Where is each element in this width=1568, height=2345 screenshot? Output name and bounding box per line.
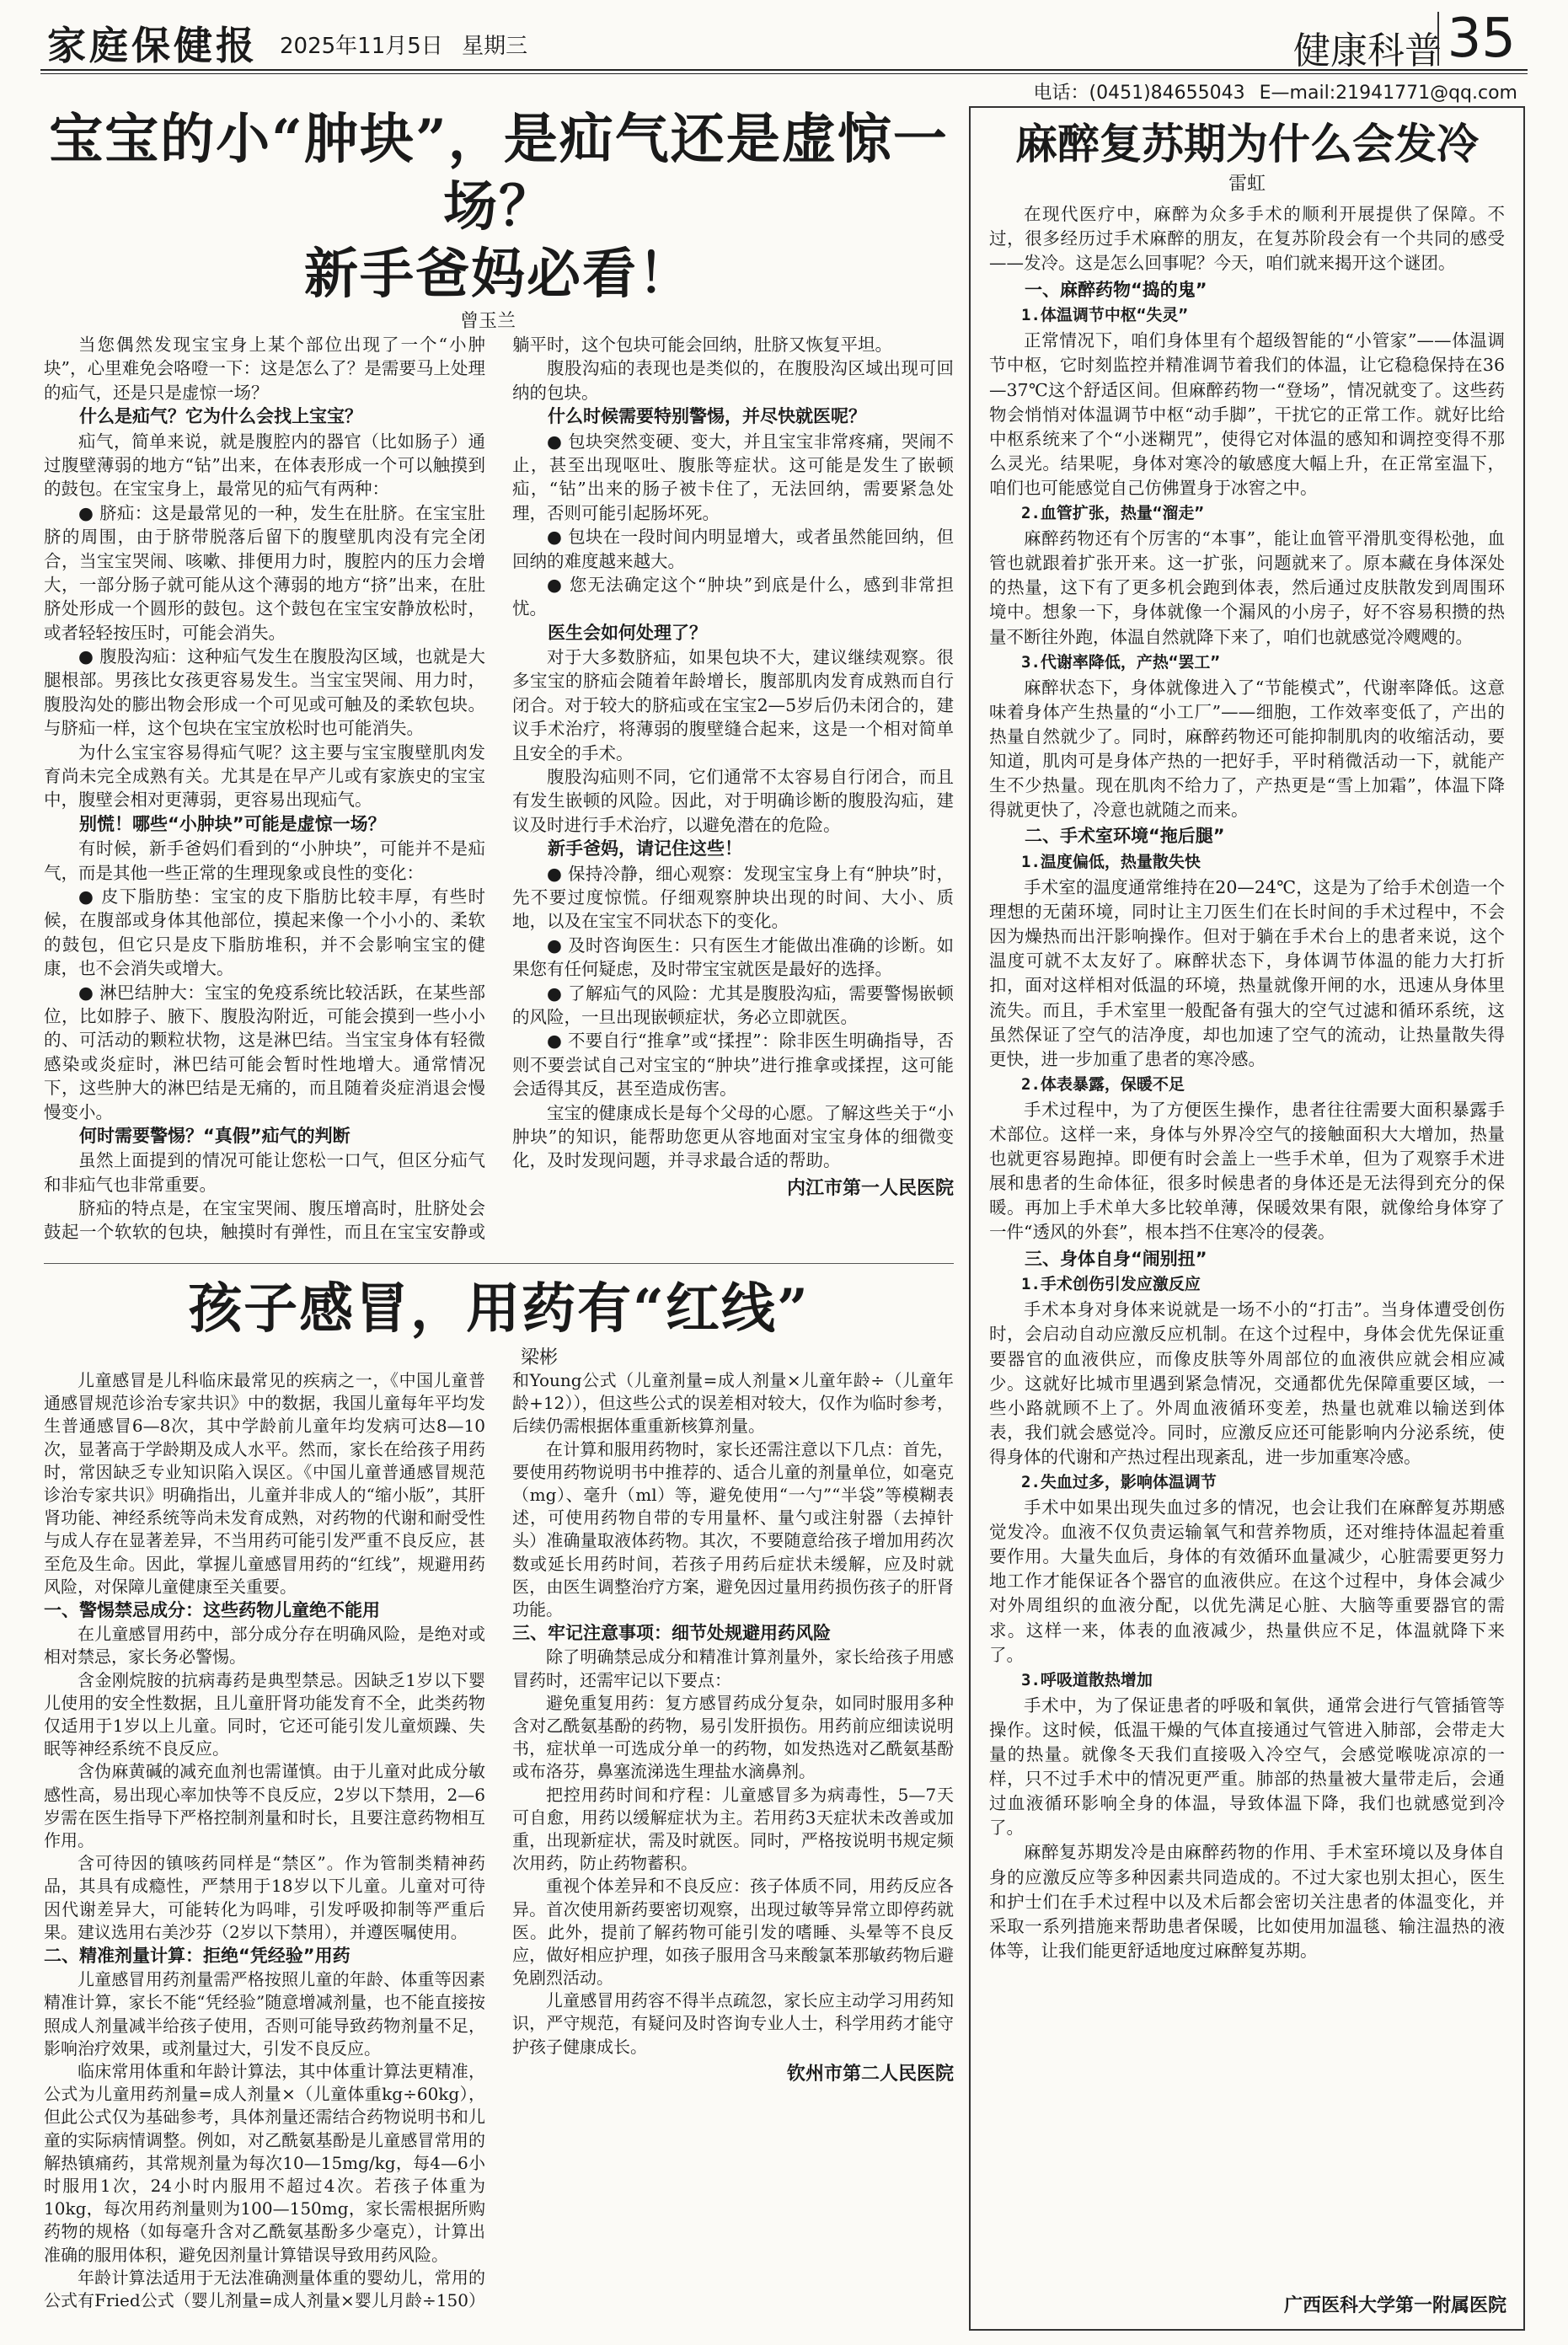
paragraph: 腹股沟疝则不同，它们通常不太容易自行闭合，而且有发生嵌顿的风险。因此，对于明确诊断的腹股沟疝，建议及时进行手术治疗，以避免潜在的危险。 <box>512 767 954 835</box>
paragraph: 儿童感冒用药剂量需严格按照儿童的年龄、体重等因素精准计算，家长不能“凭经验”随意增减剂量，也不能直接按照成人剂量减半给孩子使用，否则可能导致药物剂量不足，影响治疗效果，或剂量过大，引发不良反应。 <box>44 1969 485 2059</box>
subheading: 医生会如何处理了？ <box>548 622 707 643</box>
bullet-item: ● 您无法确定这个“肿块”到底是什么，感到非常担忧。 <box>512 574 954 619</box>
issue-date <box>280 29 527 60</box>
weekday-text: 星期三 <box>462 34 528 59</box>
paragraph: 麻醉药物还有个厉害的“本事”，能让血管平滑肌变得松弛，血管也就跟着扩张开来。这一扩张，问题就来了。原本藏在身体深处的热量，这下有了更多机会跑到体表，然后通过皮肤散发到周围环境中。想象一下，身体就像一个漏风的小房子，好不容易积攒的热量不断往外跑，体温自然就降下来了，咱们也就感觉冷飕飕的。 <box>989 528 1505 647</box>
bullet-item: ● 脐疝：这是最常见的一种，发生在肚脐。在宝宝肚脐的周围，由于脐带脱落后留下的腹壁肌肉没有完全闭合，当宝宝哭闹、咳嗽、排便用力时，腹腔内的压力会增大，一部分肠子就可能从这个薄弱的地方“挤”出来，在肚脐处形成一个圆形的鼓包。这个鼓包在宝宝安静放松时，或者轻轻按压时，可能会消失。 <box>44 502 485 643</box>
subheading: 新手爸妈，请记住这些！ <box>548 838 742 859</box>
paragraph: 宝宝的健康成长是每个父母的心愿。了解这些关于“小肿块”的知识，能帮助您更从容地面对宝宝身体的细微变化，及时发现问题，并寻求最合适的帮助。 <box>512 1102 954 1171</box>
paragraph: 正常情况下，咱们身体里有个超级智能的“小管家”——体温调节中枢，它时刻监控并精准调节着我们的体温，让它稳稳保持在36—37℃这个舒适区间。但麻醉药物一“登场”，情况就变了。这些药物会悄悄对体温调节中枢“动手脚”，干扰它的正常工作。就好比给中枢系统来了个“小迷糊咒”，使得它对体温的感知和调控变得不那么灵光。结果呢，身体对寒冷的敏感度大幅上升，在正常室温下，咱们也可能感觉自己仿佛置身于冰窖之中。 <box>989 330 1505 498</box>
paragraph: 重视个体差异和不良反应：孩子体质不同，用药反应各异。首次使用新药要密切观察，出现过敏等异常立即停药就医。此外，提前了解药物可能引发的嗜睡、头晕等不良反应，做好相应护理，如孩子服用含马来酸氯苯那敏药物后避免剧烈活动。 <box>512 1876 954 1989</box>
paragraph: 儿童感冒是儿科临床最常见的疾病之一，《中国儿童普通感冒规范诊治专家共识》中的数据，我国儿童每年平均发生普通感冒6—8次，其中学龄前儿童年均发病可达8—10次，显著高于学龄期及成人水平。然而，家长在给孩子用药时，常因缺乏专业知识陷入误区。《中国儿童普通感冒规范诊治专家共识》明确指出，儿童并非成人的“缩小版”，其肝肾功能、神经系统等尚未发育成熟，对药物的代谢和耐受性与成人存在显著差异，不当用药可能引发严重不良反应，甚至危及生命。因此，掌握儿童感冒用药的“红线”，规避用药风险，对保障儿童健康至关重要。 <box>44 1370 485 1597</box>
subheading: 一、警惕禁忌成分：这些药物儿童绝不能用 <box>44 1599 380 1620</box>
subheading: 什么时候需要特别警惕，并尽快就医呢？ <box>548 406 866 427</box>
bullet-item: ● 了解疝气的风险：尤其是腹股沟疝，需要警惕嵌顿的风险，一旦出现嵌顿症状，务必立即就医。 <box>512 982 954 1027</box>
contact-line <box>1034 78 1517 104</box>
article-body <box>44 333 954 1251</box>
boxed-article-anesthesia <box>969 106 1525 2331</box>
subheading: 二、精准剂量计算：拒绝“凭经验”用药 <box>44 1945 351 1966</box>
article-body <box>44 1369 954 2321</box>
masthead: 家庭保健报 <box>47 23 258 68</box>
bullet-item: ● 腹股沟疝：这种疝气发生在腹股沟区域，也就是大腿根部。男孩比女孩更容易发生。当宝宝哭闹、用力时，腹股沟处的膨出物会形成一个可见或可触及的柔软包块。与脐疝一样，这个包块在宝宝放松时也可能消失。 <box>44 646 485 739</box>
paragraph: 除了明确禁忌成分和精准计算剂量外，家长给孩子用感冒药时，还需牢记以下要点： <box>512 1646 954 1690</box>
minor-heading: 3.呼吸道散热增加 <box>1021 1670 1153 1689</box>
bullet-item: ● 及时咨询医生：只有医生才能做出准确的诊断。如果您有任何疑虑，及时带宝宝就医是最好的选择。 <box>512 934 954 980</box>
paragraph: 脐疝的特点是，在宝宝哭闹、腹压增高时，肚脐处会鼓起一个软软的包块，触摸时有弹性，而且在宝宝安静或躺平时，这个包块可能会回纳，肚脐又恢复平坦。 <box>44 335 892 1243</box>
minor-heading: 2.血管扩张，热量“溜走” <box>1021 504 1204 523</box>
subheading: 三、牢记注意事项：细节处规避用药风险 <box>512 1623 831 1644</box>
bullet-item: ● 不要自行“推拿”或“揉捏”：除非医生明确指导，否则不要尝试自己对宝宝的“肿块”进行推拿或揉捏，这可能会适得其反，甚至造成伤害。 <box>512 1031 954 1100</box>
paragraph: 把控用药时间和疗程：儿童感冒多为病毒性，5—7天可自愈，用药以缓解症状为主。若用药3天症状未改善或加重，出现新症状，需及时就医。同时，严格按说明书规定频次用药，防止药物蓄积。 <box>512 1784 954 1874</box>
email-text: E—mail:21941771@qq.com <box>1259 83 1517 104</box>
paragraph: 含伪麻黄碱的减充血剂也需谨慎。由于儿童对此成分敏感性高，易出现心率加快等不良反应，2岁以下禁用，2—6岁需在医生指导下严格控制剂量和时长，且要注意药物相互作用。 <box>44 1761 485 1850</box>
paragraph: 临床常用体重和年龄计算法，其中体重计算法更精准，公式为儿童用药剂量=成人剂量×（儿童体重kg÷60kg），但此公式仅为基础参考，具体剂量还需结合药物说明书和儿童的实际病情调整。例如，对乙酰氨基酚是儿童感冒常用的解热镇痛药，其常规剂量为每次10—15mg/kg，每4—6小时服用1次，24小时内服用不超过4次。若孩子体重为10kg，每次用药剂量则为100—150mg，家长需根据所购药物的规格（如每毫升含对乙酰氨基酚多少毫克），计算出准确的服用体积，避免因剂量计算错误导致用药风险。 <box>44 2061 485 2265</box>
article-author: 梁彬 <box>520 1347 558 1368</box>
page-number: 35 <box>1437 12 1516 66</box>
bullet-item: ● 保持冷静，细心观察：发现宝宝身上有“肿块”时，先不要过度惊慌。仔细观察肿块出现的时间、大小、质地，以及在宝宝不同状态下的变化。 <box>512 863 954 932</box>
bullet-item: ● 皮下脂肪垫：宝宝的皮下脂肪比较丰厚，有些时候，在腹部或身体其他部位，摸起来像一个小小的、柔软的鼓包，但它只是皮下脂肪堆积，并不会影响宝宝的健康，也不会消失或增大。 <box>44 886 485 979</box>
minor-heading: 2.体表暴露，保暖不足 <box>1021 1074 1185 1094</box>
article-title-line2: 新手爸妈必看！ <box>304 243 693 306</box>
header-rule <box>40 69 1528 71</box>
bullet-item: ● 包块在一段时间内明显增大，或者虽然能回纳，但回纳的难度越来越大。 <box>512 527 954 571</box>
minor-heading: 1.体温调节中枢“失灵” <box>1021 306 1188 325</box>
paragraph: 年龄计算法适用于无法准确测量体重的婴幼儿，常用的公式有Fried公式（婴儿剂量=成人剂量×婴儿月龄÷150）和Young公式（儿童剂量=成人剂量×儿童年龄÷（儿童年龄+12）），但这些公式的误差相对较大，仅作为临时参考，后续仍需根据体重重新核算剂量。 <box>44 1370 954 2310</box>
article-title: 宝宝的小“肿块”，是疝气还是虚惊一场？ <box>49 108 949 238</box>
article-author: 曾玉兰 <box>459 311 516 332</box>
paragraph: 麻醉状态下，身体就像进入了“节能模式”，代谢率降低。这意味着身体产生热量的“小工厂”——细胞，工作效率变低了，产出的热量自然就少了。同时，麻醉药物还可能抑制肌肉的收缩活动，要知道，肌肉可是身体产热的一把好手，平时稍微活动一下，就能产生不少热量。现在肌肉不给力了，产热更是“雪上加霜”，体温下降得就更快了，冷意也就随之而来。 <box>989 677 1505 821</box>
article-title: 孩子感冒，用药有“红线” <box>188 1277 810 1341</box>
bullet-item: ● 淋巴结肿大：宝宝的免疫系统比较活跃，在某些部位，比如脖子、腋下、腹股沟附近，可能会摸到一些小小的、可活动的颗粒状物，这是淋巴结。当宝宝身体有轻微感染或炎症时，淋巴结可能会暂时性地增大。通常情况下，这些肿大的淋巴结是无痛的，而且随着炎症消退会慢慢变小。 <box>44 982 485 1122</box>
minor-heading: 1.手术创伤引发应激反应 <box>1021 1275 1201 1294</box>
article-source: 广西医科大学第一附属医院 <box>1283 2295 1506 2316</box>
phone-text: 电话：(0451)84655043 <box>1033 83 1245 104</box>
paragraph: 含金刚烷胺的抗病毒药是典型禁忌。因缺乏1岁以下婴儿使用的安全性数据，且儿童肝肾功能发育不全，此类药物仅适用于1岁以上儿童。同时，它还可能引发儿童烦躁、失眠等神经系统不良反应。 <box>44 1669 485 1759</box>
paragraph: 手术过程中，为了方便医生操作，患者往往需要大面积暴露手术部位。这样一来，身体与外界冷空气的接触面积大大增加，热量也就更容易跑掉。即便有时会盖上一些手术单，但为了观察手术进展和患者的生命体征，很多时候患者的身体还是无法得到充分的保暖。再加上手术单大多比较单薄，保暖效果有限，就像给身体穿了一件“透风的外套”，根本挡不住寒冷的侵袭。 <box>989 1099 1505 1243</box>
paragraph: 手术中，为了保证患者的呼吸和氧供，通常会进行气管插管等操作。这时候，低温干燥的气体直接通过气管进入肺部，会带走大量的热量。就像冬天我们直接吸入冷空气，会感觉喉咙凉凉的一样，只不过手术中的情况更严重。肺部的热量被大量带走后，会通过血液循环影响全身的体温，导致体温下降，我们也就感觉到冷了。 <box>989 1695 1505 1839</box>
subheading: 什么是疝气？它为什么会找上宝宝？ <box>79 406 362 427</box>
paragraph: 儿童感冒用药容不得半点疏忽，家长应主动学习用药知识，严守规范，有疑问及时咨询专业人士，科学用药才能守护孩子健康成长。 <box>512 1990 954 2057</box>
paragraph: 虽然上面提到的情况可能让您松一口气，但区分疝气和非疝气也非常重要。 <box>44 1150 485 1195</box>
paragraph: 在现代医疗中，麻醉为众多手术的顺利开展提供了保障。不过，很多经历过手术麻醉的朋友，在复苏阶段会有一个共同的感受——发冷。这是怎么回事呢？今天，咱们就来揭开这个谜团。 <box>989 204 1505 274</box>
article-source: 钦州市第二人民医院 <box>786 2063 954 2085</box>
paragraph: 当您偶然发现宝宝身上某个部位出现了一个“小肿块”，心里难免会咯噔一下：这是怎么了？是需要马上处理的疝气，还是只是虚惊一场？ <box>44 335 485 403</box>
paragraph: 有时候，新手爸妈们看到的“小肿块”，可能并不是疝气，而是其他一些正常的生理现象或良性的变化： <box>44 838 485 883</box>
subheading: 一、麻醉药物“捣的鬼” <box>1025 279 1207 300</box>
article-author: 雷虹 <box>1228 174 1266 195</box>
subheading: 何时需要警惕？“真假”疝气的判断 <box>79 1125 351 1146</box>
article-body <box>971 108 1523 1972</box>
paragraph: 在儿童感冒用药中，部分成分存在明确风险，是绝对或相对禁忌，家长务必警惕。 <box>44 1624 485 1668</box>
minor-heading: 2.失血过多，影响体温调节 <box>1021 1473 1217 1492</box>
paragraph: 手术室的温度通常维持在20—24℃，这是为了给手术创造一个理想的无菌环境，同时让主刀医生们在长时间的手术过程中，不会因为燥热而出汗影响操作。但对于躺在手术台上的患者来说，这个温度可就不太友好了。麻醉状态下，身体调节体温的能力大打折扣，面对这样相对低温的环境，热量就像开闸的水，迅速从身体里流失。而且，手术室里一般配备有强大的空气过滤和循环系统，这虽然保证了空气的洁净度，却也加速了空气的流动，让热量散失得更快，进一步加重了患者的寒冷感。 <box>989 877 1505 1069</box>
minor-heading: 1.温度偏低，热量散失快 <box>1021 853 1201 872</box>
paragraph: 麻醉复苏期发冷是由麻醉药物的作用、手术室环境以及身体自身的应激反应等多种因素共同造成的。不过大家也别太担心，医生和护士们在手术过程中以及术后都会密切关注患者的体温变化，并采取一系列措施来帮助患者保暖，比如使用加温毯、输注温热的液体等，让我们能更舒适地度过麻醉复苏期。 <box>989 1842 1505 1961</box>
paragraph: 为什么宝宝容易得疝气呢？这主要与宝宝腹壁肌肉发育尚未完全成熟有关。尤其是在早产儿或有家族史的宝宝中，腹壁会相对更薄弱，更容易出现疝气。 <box>44 742 485 811</box>
paragraph: 含可待因的镇咳药同样是“禁区”。作为管制类精神药品，其具有成瘾性，严禁用于18岁以下儿童。儿童对可待因代谢差异大，可能转化为吗啡，引发呼吸抑制等严重后果。建议选用右美沙芬（2岁以下禁用），并遵医嘱使用。 <box>44 1853 485 1942</box>
paragraph: 手术本身对身体来说就是一场不小的“打击”。当身体遭受创伤时，会启动自动应激反应机制。在这个过程中，身体会优先保证重要器官的血液供应，而像皮肤等外周部位的血液供应就会相应减少。这就好比城市里遇到紧急情况，交通都优先保障重要区域，一些小路就顾不上了。外周血液循环变差，热量也就难以输送到体表，我们就会感觉冷。同时，应激反应还可能影响内分泌系统，使得身体的代谢和产热过程出现紊乱，进一步加重寒冷感。 <box>989 1299 1505 1467</box>
article-cold-medicine <box>44 1276 954 2321</box>
bullet-item: ● 包块突然变硬、变大，并且宝宝非常疼痛，哭闹不止，甚至出现呕吐、腹胀等症状。这可能是发生了嵌顿疝，“钻”出来的肠子被卡住了，无法回纳，需要紧急处理，否则可能引起肠坏死。 <box>512 431 954 523</box>
subheading: 别慌！哪些“小肿块”可能是虚惊一场？ <box>79 813 386 834</box>
article-source: 内江市第一人民医院 <box>786 1177 954 1199</box>
date-text: 2025年11月5日 <box>280 34 443 59</box>
section-name: 健康科普 <box>1293 29 1442 72</box>
paragraph: 腹股沟疝的表现也是类似的，在腹股沟区域出现可回纳的包块。 <box>512 358 954 403</box>
minor-heading: 3.代谢率降低，产热“罢工” <box>1021 652 1220 672</box>
paragraph: 手术中如果出现失血过多的情况，也会让我们在麻醉复苏期感觉发冷。血液不仅负责运输氧气和营养物质，还对维持体温起着重要作用。大量失血后，身体的有效循环血量减少，心脏需要更努力地工作才能保证各个器官的血液供应。在这个过程中，身体会减少对外周组织的血液分配，以优先满足心脏、大脑等重要器官的需求。这样一来，体表的血液减少，热量供应不足，体温就降下来了。 <box>989 1497 1505 1665</box>
left-area <box>44 106 954 2321</box>
article-hernia <box>44 106 954 1251</box>
paragraph: 疝气，简单来说，就是腹腔内的器官（比如肠子）通过腹壁薄弱的地方“钻”出来，在体表形成一个可以触摸到的鼓包。在宝宝身上，最常见的疝气有两种： <box>44 431 485 500</box>
paragraph: 对于大多数脐疝，如果包块不大，建议继续观察。很多宝宝的脐疝会随着年龄增长，腹部肌肉发育成熟而自行闭合。对于较大的脐疝或在宝宝2—5岁后仍未闭合的，建议手术治疗，将薄弱的腹壁缝合起来，这是一个相对简单且安全的手术。 <box>512 647 954 763</box>
paragraph: 在计算和服用药物时，家长还需注意以下几点：首先，要使用药物说明书中推荐的、适合儿童的剂量单位，如毫克（mg）、毫升（ml）等，避免使用“一勺”“半袋”等模糊表述，可使用药物自带的专用量杯、量勺或注射器（去掉针头）准确量取液体药物。其次，不要随意给孩子增加用药次数或延长用药时间，若孩子用药后症状未缓解，应及时就医，由医生调整治疗方案，避免因过量用药损伤孩子的肝肾功能。 <box>512 1438 954 1620</box>
paragraph: 避免重复用药：复方感冒药成分复杂，如同时服用多种含对乙酰氨基酚的药物，易引发肝损伤。用药前应细读说明书，症状单一可选成分单一的药物，如发热选对乙酰氨基酚或布洛芬，鼻塞流涕选生理盐水滴鼻剂。 <box>512 1692 954 1782</box>
article-divider <box>44 1263 954 1264</box>
article-title: 麻醉复苏期为什么会发冷 <box>1015 119 1479 169</box>
header-rule-thin <box>40 73 1528 74</box>
subheading: 二、手术室环境“拖后腿” <box>1025 826 1225 847</box>
page-header <box>0 0 1568 104</box>
subheading: 三、身体自身“闹别扭” <box>1025 1248 1207 1269</box>
